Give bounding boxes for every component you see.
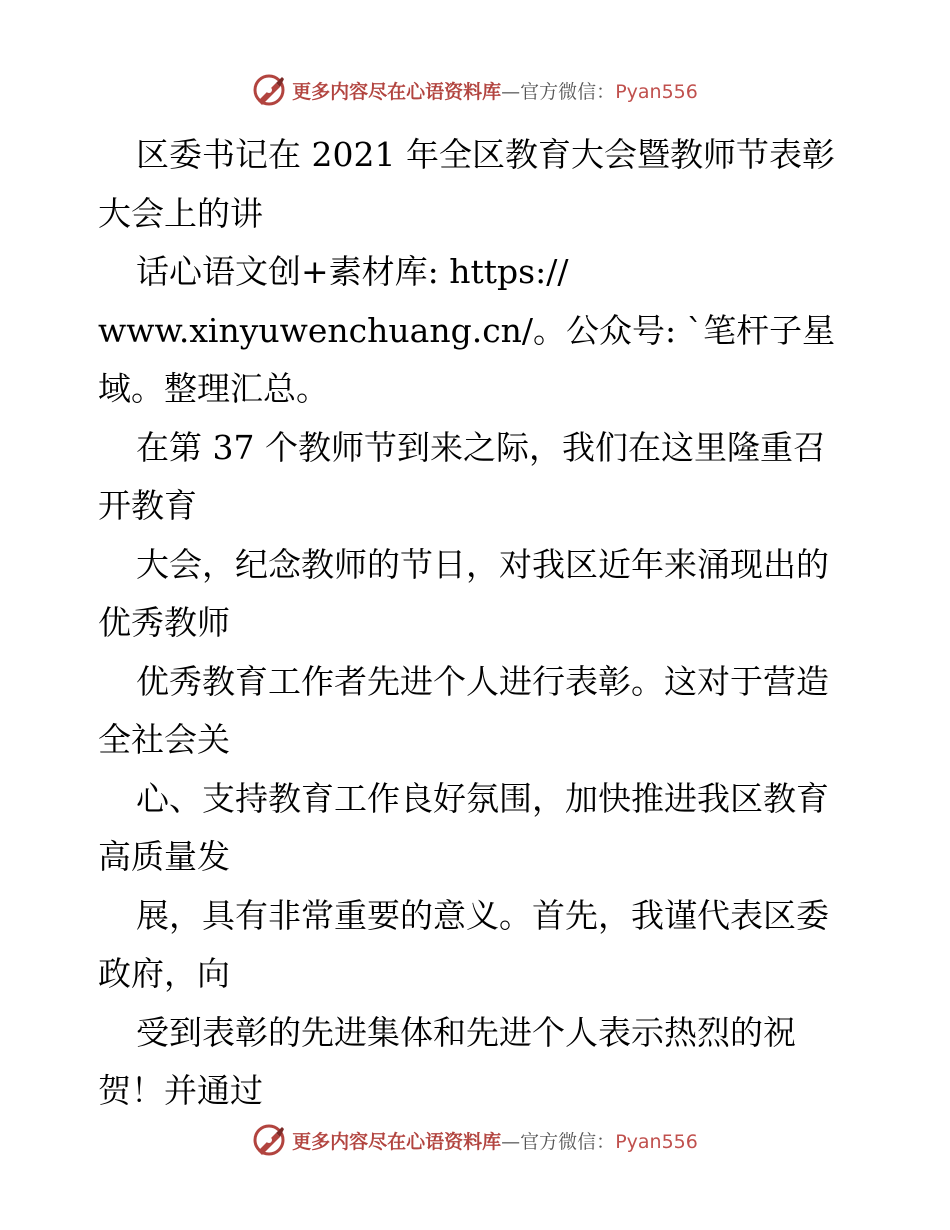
banner-label: 官方微信：: [520, 80, 616, 103]
text-line: 大会上的讲: [98, 193, 263, 233]
text-line: 高质量发: [98, 837, 230, 876]
text-line: 贺！并通过: [98, 1071, 263, 1110]
banner-dash: —: [501, 1130, 521, 1153]
text-line: 心、支持教育工作良好氛围，加快推进我区教育: [136, 778, 829, 818]
banner-wechat: Pyan556: [615, 1130, 698, 1153]
banner-site: 更多内容尽在心语资料库: [292, 1130, 502, 1153]
text-line: 优秀教师: [98, 603, 230, 642]
text-line: 展，具有非常重要的意义。首先，我谨代表区委: [136, 895, 829, 935]
banner-site: 更多内容尽在心语资料库: [292, 80, 502, 103]
banner-wechat: Pyan556: [615, 80, 698, 103]
text-line: 话心语文创+素材库: https://: [136, 252, 569, 291]
text-line: 域。整理汇总。: [98, 369, 329, 408]
text-line: 在第 37 个教师节到来之际，我们在这里隆重召: [136, 427, 826, 467]
text-line: 政府，向: [98, 954, 230, 993]
banner-text: [292, 1127, 698, 1154]
pen-logo-icon: [252, 1123, 286, 1157]
banner-dash: —: [501, 80, 521, 103]
text-line: www.xinyuwenchuang.cn/。公众号: `笔杆子星: [98, 310, 836, 350]
document-body: [98, 126, 858, 1121]
footer-banner: [0, 1120, 950, 1160]
banner-label: 官方微信：: [520, 1130, 616, 1153]
banner-text: [292, 77, 698, 104]
text-line: 受到表彰的先进集体和先进个人表示热烈的祝: [136, 1012, 796, 1052]
header-banner: [0, 70, 950, 110]
text-line: 区委书记在 2021 年全区教育大会暨教师节表彰: [136, 135, 835, 174]
text-line: 优秀教育工作者先进个人进行表彰。这对于营造: [136, 661, 829, 701]
text-line: 大会，纪念教师的节日，对我区近年来涌现出的: [136, 544, 829, 584]
pen-logo-icon: [252, 73, 286, 107]
text-line: 开教育: [98, 486, 197, 525]
text-line: 全社会关: [98, 720, 230, 759]
